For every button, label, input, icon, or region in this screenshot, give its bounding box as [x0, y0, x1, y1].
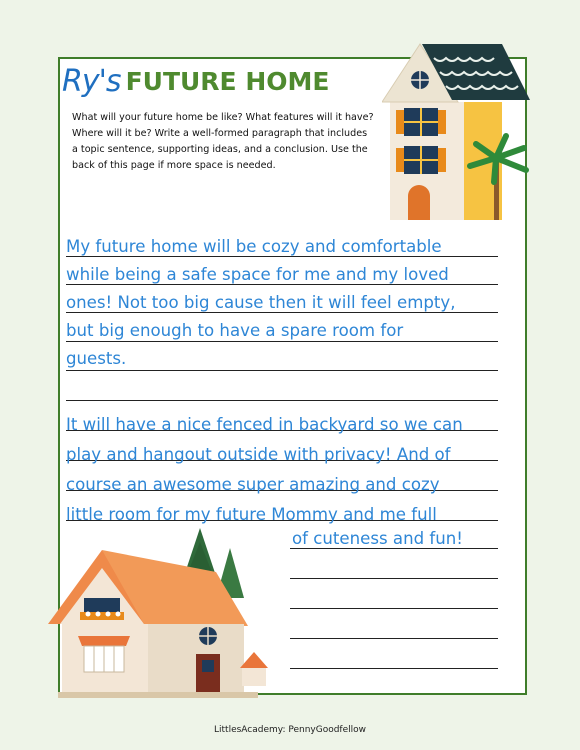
footer-credit: LittlesAcademy: PennyGoodfellow: [214, 725, 366, 735]
answer-line: of cuteness and fun!: [292, 529, 463, 548]
answer-line: play and hangout outside with privacy! And of: [66, 445, 451, 464]
answer-line: guests.: [66, 349, 127, 368]
answer-line: It will have a nice fenced in backyard so we can: [66, 415, 463, 434]
answer-line: course an awesome super amazing and cozy: [66, 475, 440, 494]
student-name: Ry's: [62, 64, 121, 99]
writing-line: [290, 608, 498, 609]
cottage-illustration: [40, 528, 280, 700]
answer-line: My future home will be cozy and comfortable: [66, 237, 442, 256]
writing-line: [290, 638, 498, 639]
writing-line: [66, 400, 498, 401]
writing-line: [290, 668, 498, 669]
answer-line: ones! Not too big cause then it will feel empty,: [66, 293, 456, 312]
instructions: What will your future home be like? What features will it have? Where will it be? Write a well-formed paragraph that includes a topic sentence, supporting ideas, and a conclusion. Use the back of this page if more space is needed.: [72, 112, 374, 171]
answer-line: while being a safe space for me and my loved: [66, 265, 449, 284]
answer-paragraph-2: [66, 410, 502, 530]
page-title: [62, 64, 329, 108]
tall-house-illustration: [382, 40, 532, 225]
answer-line: little room for my future Mommy and me full: [66, 505, 437, 524]
answer-paragraph-1: [66, 233, 502, 373]
writing-line: [290, 578, 498, 579]
worksheet-title: FUTURE HOME: [125, 67, 330, 96]
answer-line: but big enough to have a spare room for: [66, 321, 404, 340]
